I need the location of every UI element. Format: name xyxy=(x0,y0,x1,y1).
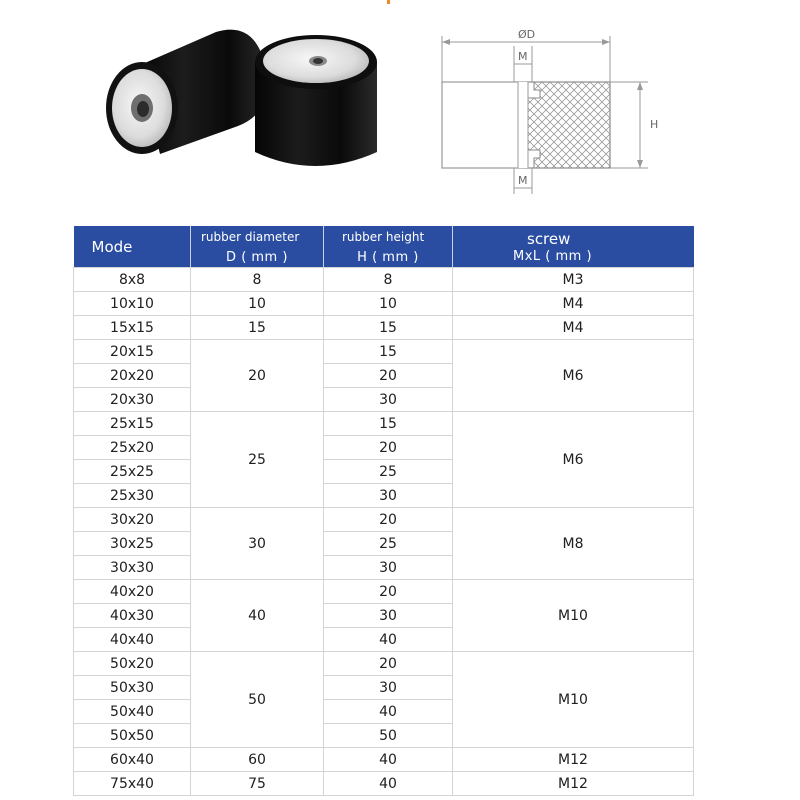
cell-height: 25 xyxy=(324,532,453,556)
decorative-mark xyxy=(387,0,390,4)
table-body xyxy=(74,268,694,796)
cell-mode: 25x25 xyxy=(74,460,191,484)
cell-height: 15 xyxy=(324,412,453,436)
cell-diameter: 60 xyxy=(191,748,324,772)
cell-mode: 30x30 xyxy=(74,556,191,580)
cell-mode: 10x10 xyxy=(74,292,191,316)
cell-mode: 15x15 xyxy=(74,316,191,340)
table-row xyxy=(74,652,694,676)
cell-screw: M4 xyxy=(453,292,694,316)
cell-mode: 20x15 xyxy=(74,340,191,364)
cell-mode: 25x30 xyxy=(74,484,191,508)
cell-height: 30 xyxy=(324,604,453,628)
product-photo xyxy=(98,14,388,174)
cell-mode: 25x15 xyxy=(74,412,191,436)
cell-screw: M12 xyxy=(453,748,694,772)
cell-mode: 30x25 xyxy=(74,532,191,556)
cell-height: 40 xyxy=(324,700,453,724)
cell-mode: 40x20 xyxy=(74,580,191,604)
cell-diameter: 40 xyxy=(191,580,324,652)
cell-diameter: 15 xyxy=(191,316,324,340)
header-mode: Mode xyxy=(74,226,191,268)
cell-diameter: 75 xyxy=(191,772,324,796)
cell-mode: 8x8 xyxy=(74,268,191,292)
cell-diameter: 25 xyxy=(191,412,324,508)
cell-height: 40 xyxy=(324,772,453,796)
table-row xyxy=(74,292,694,316)
cell-mode: 25x20 xyxy=(74,436,191,460)
cell-height: 30 xyxy=(324,484,453,508)
table-row xyxy=(74,316,694,340)
cell-screw: M12 xyxy=(453,772,694,796)
cell-height: 8 xyxy=(324,268,453,292)
height-label: H xyxy=(650,118,659,131)
cell-mode: 20x20 xyxy=(74,364,191,388)
cell-height: 40 xyxy=(324,748,453,772)
cell-height: 25 xyxy=(324,460,453,484)
cell-mode: 60x40 xyxy=(74,748,191,772)
cell-diameter: 10 xyxy=(191,292,324,316)
cell-height: 15 xyxy=(324,340,453,364)
cell-screw: M4 xyxy=(453,316,694,340)
table-row xyxy=(74,268,694,292)
table-row xyxy=(74,748,694,772)
cell-height: 30 xyxy=(324,556,453,580)
cell-mode: 30x20 xyxy=(74,508,191,532)
cell-height: 20 xyxy=(324,364,453,388)
cell-mode: 50x50 xyxy=(74,724,191,748)
diameter-label: ØD xyxy=(518,28,536,41)
cell-mode: 20x30 xyxy=(74,388,191,412)
header-diameter: rubber diameter D ( mm ) xyxy=(191,226,324,268)
cell-mode: 50x20 xyxy=(74,652,191,676)
cell-height: 20 xyxy=(324,436,453,460)
cell-diameter: 20 xyxy=(191,340,324,412)
cell-height: 10 xyxy=(324,292,453,316)
cell-screw: M6 xyxy=(453,412,694,508)
cell-height: 20 xyxy=(324,652,453,676)
table-row xyxy=(74,580,694,604)
table-row xyxy=(74,772,694,796)
cell-screw: M8 xyxy=(453,508,694,580)
cell-height: 40 xyxy=(324,628,453,652)
cell-height: 20 xyxy=(324,508,453,532)
cell-screw: M3 xyxy=(453,268,694,292)
cell-height: 50 xyxy=(324,724,453,748)
cell-height: 30 xyxy=(324,388,453,412)
thread-label-top: M xyxy=(518,50,528,63)
table-row xyxy=(74,508,694,532)
cell-mode: 50x40 xyxy=(74,700,191,724)
cell-diameter: 50 xyxy=(191,652,324,748)
cell-screw: M10 xyxy=(453,580,694,652)
cell-height: 30 xyxy=(324,676,453,700)
header-screw: screw MxL ( mm ) xyxy=(453,226,694,268)
rubber-mount-left xyxy=(106,30,267,154)
cell-screw: M10 xyxy=(453,652,694,748)
cell-screw: M6 xyxy=(453,340,694,412)
spec-table xyxy=(73,226,694,796)
table-row xyxy=(74,340,694,364)
header-height: rubber height H ( mm ) xyxy=(324,226,453,268)
cell-mode: 50x30 xyxy=(74,676,191,700)
cell-diameter: 8 xyxy=(191,268,324,292)
dimension-diagram xyxy=(426,22,666,200)
cell-mode: 40x40 xyxy=(74,628,191,652)
cell-diameter: 30 xyxy=(191,508,324,580)
rubber-mount-right xyxy=(255,35,377,166)
cell-mode: 40x30 xyxy=(74,604,191,628)
table-header-row xyxy=(74,226,694,268)
cell-height: 20 xyxy=(324,580,453,604)
table-row xyxy=(74,412,694,436)
cell-height: 15 xyxy=(324,316,453,340)
thread-label-bottom: M xyxy=(518,174,528,187)
cell-mode: 75x40 xyxy=(74,772,191,796)
